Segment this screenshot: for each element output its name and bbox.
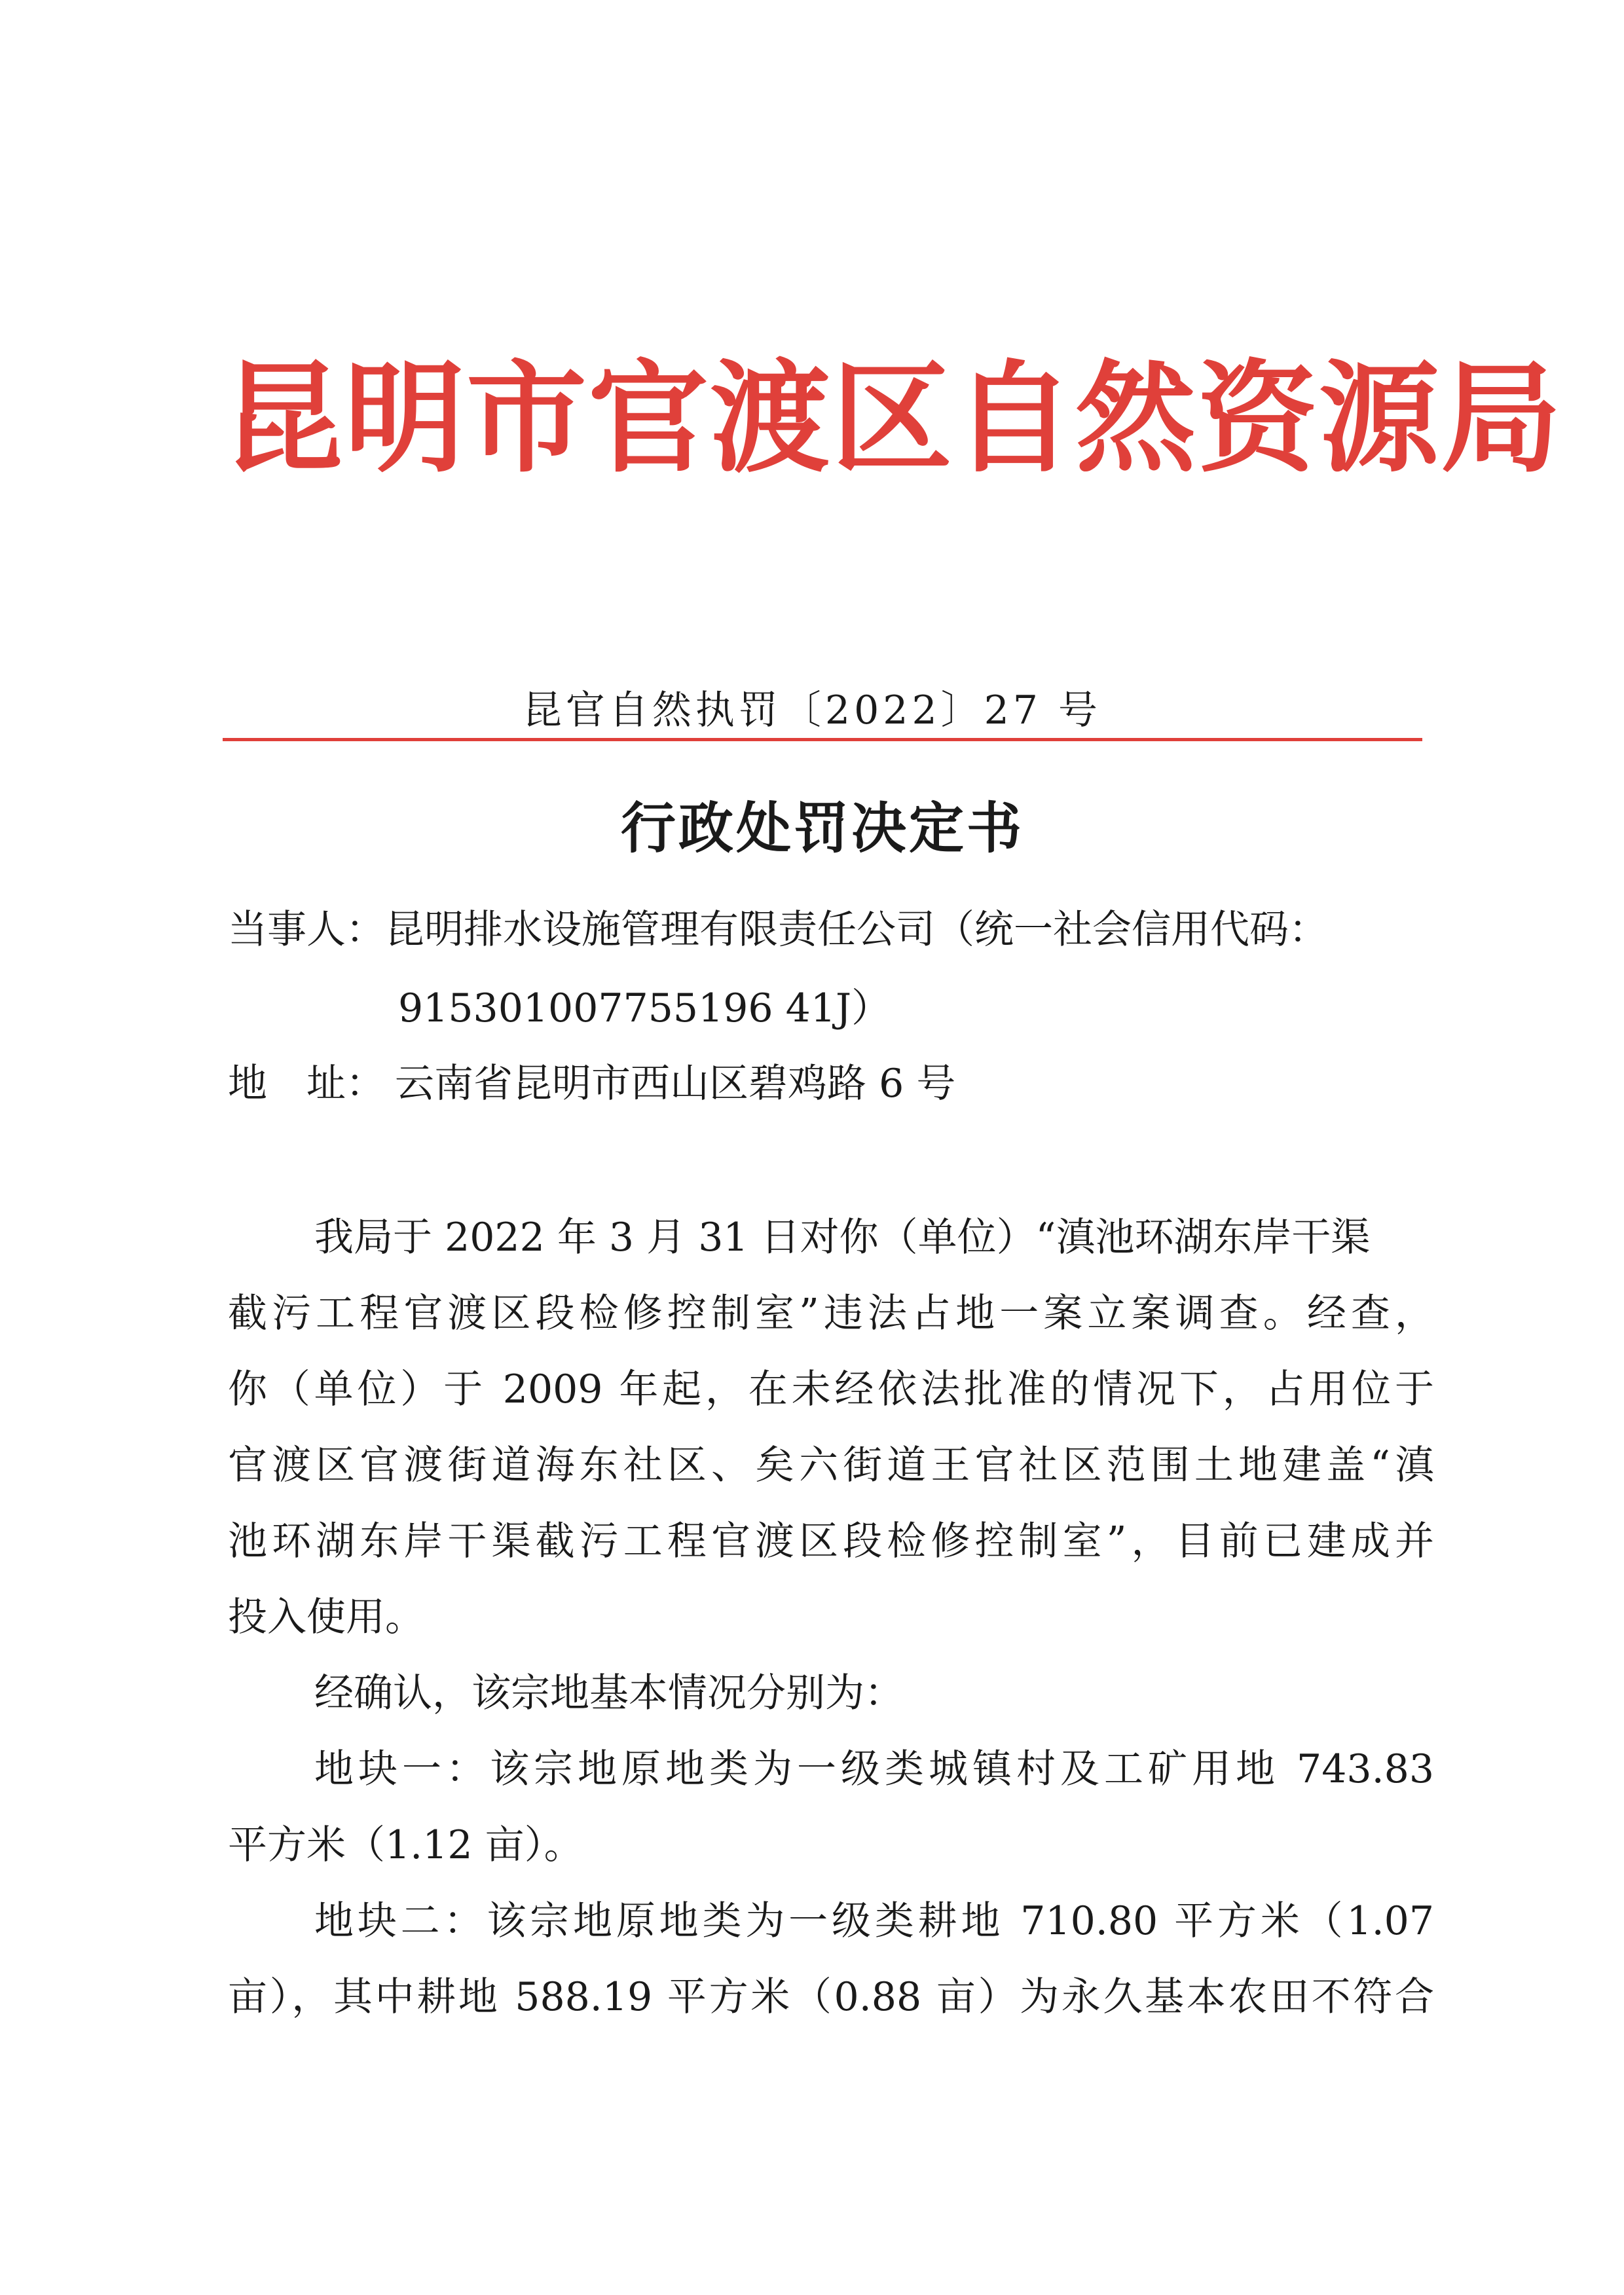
- address-label: 地 址：: [228, 1061, 385, 1107]
- issuing-authority-header: 昆明市官渡区自然资源局: [223, 349, 1563, 489]
- document-title: 行政处罚决定书: [620, 796, 1024, 860]
- body-line: 官渡区官渡街道海东社区、矣六街道王官社区范围土地建盖“滇: [228, 1442, 1434, 1488]
- body-line: 亩），其中耕地 588.19 平方米（0.88 亩）为永久基本农田不符合: [228, 1974, 1434, 2020]
- address-value: 云南省昆明市西山区碧鸡路 6 号: [395, 1061, 956, 1107]
- body-line: 地块二：该宗地原地类为一级类耕地 710.80 平方米（1.07: [314, 1898, 1434, 1944]
- address-line: [228, 1044, 1434, 1123]
- body-line: 经确认，该宗地基本情况分别为：: [314, 1670, 904, 1716]
- party-label: 当事人：: [228, 907, 385, 953]
- body-line: 地块一：该宗地原地类为一级类城镇村及工矿用地 743.83: [314, 1746, 1434, 1792]
- party-name: 昆明排水设施管理有限责任公司（统一社会信用代码：: [385, 907, 1328, 953]
- party-line: [228, 890, 1434, 969]
- credit-code-line: 915301007755196 41J）: [398, 985, 891, 1031]
- body-line: 投入使用。: [228, 1594, 424, 1640]
- body-line: 截污工程官渡区段检修控制室”违法占地一案立案调查。经查，: [228, 1291, 1434, 1336]
- body-line: 你（单位）于 2009 年起，在未经依法批准的情况下，占用位于: [228, 1367, 1434, 1412]
- body-line: 平方米（1.12 亩）。: [228, 1822, 583, 1868]
- red-divider-line: [223, 738, 1422, 741]
- document-number: 昆官自然执罚〔2022〕27 号: [522, 688, 1102, 733]
- body-line: 池环湖东岸干渠截污工程官渡区段检修控制室”，目前已建成并: [228, 1518, 1434, 1564]
- body-line: 我局于 2022 年 3 月 31 日对你（单位）“滇池环湖东岸干渠: [314, 1215, 1371, 1260]
